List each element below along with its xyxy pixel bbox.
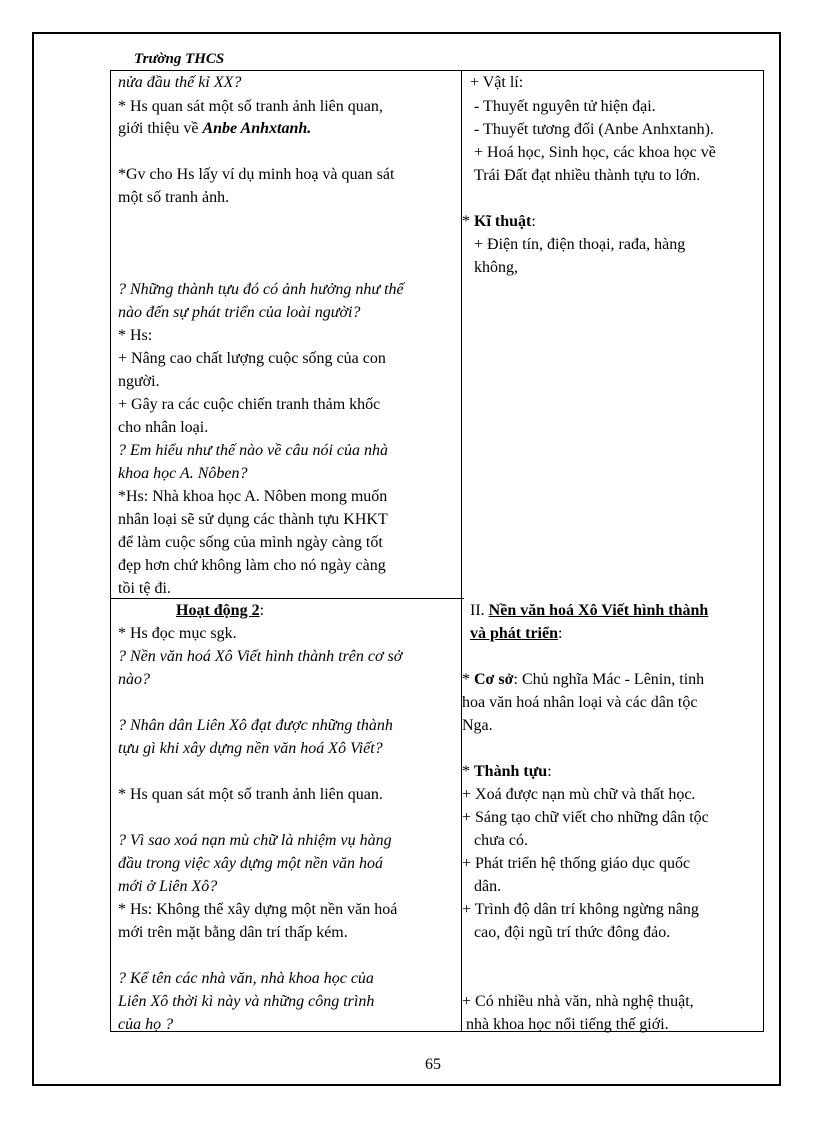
question-line: đầu trong việc xây dựng một nền văn hoá xyxy=(118,855,383,872)
right-line: hoa văn hoá nhân loại và các dân tộc xyxy=(462,694,698,711)
section-heading-cont xyxy=(470,623,562,645)
bullet: * xyxy=(462,671,474,688)
activity-title: Hoạt động 2 xyxy=(176,602,260,619)
right-line: cao, đội ngũ trí thức đông đảo. xyxy=(474,924,671,941)
right-line: - Thuyết tương đối (Anbe Anhxtanh). xyxy=(474,121,714,138)
question-line: ? Những thành tựu đó có ảnh hưởng như thế xyxy=(118,281,404,298)
left-line: + Nâng cao chất lượng cuộc sống của con xyxy=(118,350,386,367)
right-line: + Trình độ dân trí không ngừng nâng xyxy=(462,901,699,918)
section-heading xyxy=(470,600,708,622)
left-line xyxy=(118,118,311,140)
right-line: Nga. xyxy=(462,717,493,734)
question-line: nào đến sự phát triển của loài người? xyxy=(118,304,361,321)
basis-text: : Chủ nghĩa Mác - Lênin, tinh xyxy=(513,671,705,688)
left-line: *Gv cho Hs lấy ví dụ minh hoạ và quan sát xyxy=(118,166,395,183)
question-line: Liên Xô thời kì này và những công trình xyxy=(118,993,375,1010)
right-line: Trái Đất đạt nhiều thành tựu to lớn. xyxy=(474,167,701,184)
right-line: dân. xyxy=(474,878,502,895)
achievements-label: Thành tựu xyxy=(474,763,548,780)
left-line: mới trên mặt bằng dân trí thấp kém. xyxy=(118,924,348,941)
left-line: cho nhân loại. xyxy=(118,419,209,436)
right-line: + Xoá được nạn mù chữ và thất học. xyxy=(462,786,696,803)
right-line: + Vật lí: xyxy=(470,74,524,91)
right-line: không, xyxy=(474,259,518,276)
left-text: giới thiệu về xyxy=(118,120,203,137)
colon: : xyxy=(531,213,536,230)
question-line: ? Nền văn hoá Xô Viết hình thành trên cơ sở xyxy=(118,648,403,665)
right-line: - Thuyết nguyên tử hiện đại. xyxy=(474,98,656,115)
left-line: tồi tệ đi. xyxy=(118,580,171,597)
section-title: và phát triển xyxy=(470,625,558,642)
right-line: nhà khoa học nổi tiếng thế giới. xyxy=(466,1016,669,1033)
question-line: ? Vì sao xoá nạn mù chữ là nhiệm vụ hàng xyxy=(118,832,392,849)
technique-heading xyxy=(462,211,536,233)
basis-label: Cơ sở xyxy=(474,671,514,688)
left-line: *Hs: Nhà khoa học A. Nôben mong muốn xyxy=(118,488,388,505)
achievements-heading xyxy=(462,761,552,783)
left-line: để làm cuộc sống của mình ngày càng tốt xyxy=(118,534,383,551)
right-line: + Sáng tạo chữ viết cho những dân tộc xyxy=(462,809,709,826)
question-line: nào? xyxy=(118,671,150,688)
page-number: 65 xyxy=(425,1056,441,1073)
basis-line xyxy=(462,669,704,691)
question-line: ? Nhân dân Liên Xô đạt được những thành xyxy=(118,717,393,734)
right-line: + Phát triển hệ thống giáo dục quốc xyxy=(462,855,691,872)
question-line: khoa học A. Nôben? xyxy=(118,465,248,482)
activity-colon: : xyxy=(259,602,265,619)
left-line: * Hs: Không thể xây dựng một nền văn hoá xyxy=(118,901,398,918)
section-title: Nền văn hoá Xô Viết hình thành xyxy=(488,602,709,619)
technique-label: Kĩ thuật xyxy=(474,213,532,230)
activity-heading xyxy=(176,600,264,622)
left-line: người. xyxy=(118,373,160,390)
scientist-name: Anbe Anhxtanh. xyxy=(202,120,312,137)
left-line: đẹp hơn chứ không làm cho nó ngày càng xyxy=(118,557,386,574)
section-number: II. xyxy=(470,602,489,619)
left-line: + Gây ra các cuộc chiến tranh thảm khốc xyxy=(118,396,381,413)
left-line: nhân loại sẽ sử dụng các thành tựu KHKT xyxy=(118,511,388,528)
right-line: + Điện tín, điện thoại, rađa, hàng xyxy=(474,236,686,253)
school-header: Trường THCS xyxy=(134,51,225,67)
colon: : xyxy=(547,763,552,780)
left-line: nửa đầu thế kỉ XX? xyxy=(118,74,242,91)
question-line: ? Em hiểu như thế nào về câu nói của nhà xyxy=(118,442,388,459)
bullet: * xyxy=(462,213,474,230)
question-line: tựu gì khi xây dựng nền văn hoá Xô Viết? xyxy=(118,740,383,757)
section-colon: : xyxy=(558,625,563,642)
left-line: * Hs đọc mục sgk. xyxy=(118,625,237,642)
left-line: * Hs: xyxy=(118,327,153,344)
bullet: * xyxy=(462,763,474,780)
question-line: mới ở Liên Xô? xyxy=(118,878,218,895)
question-line: ? Kể tên các nhà văn, nhà khoa học của xyxy=(118,970,374,987)
question-line: của họ ? xyxy=(118,1016,174,1033)
right-line: + Hoá học, Sinh học, các khoa học về xyxy=(474,144,716,161)
left-line: một số tranh ảnh. xyxy=(118,189,230,206)
left-line: * Hs quan sát một số tranh ảnh liên quan. xyxy=(118,786,383,803)
right-line: + Có nhiều nhà văn, nhà nghệ thuật, xyxy=(462,993,694,1010)
left-line: * Hs quan sát một số tranh ảnh liên quan, xyxy=(118,98,383,115)
right-line: chưa có. xyxy=(474,832,528,849)
